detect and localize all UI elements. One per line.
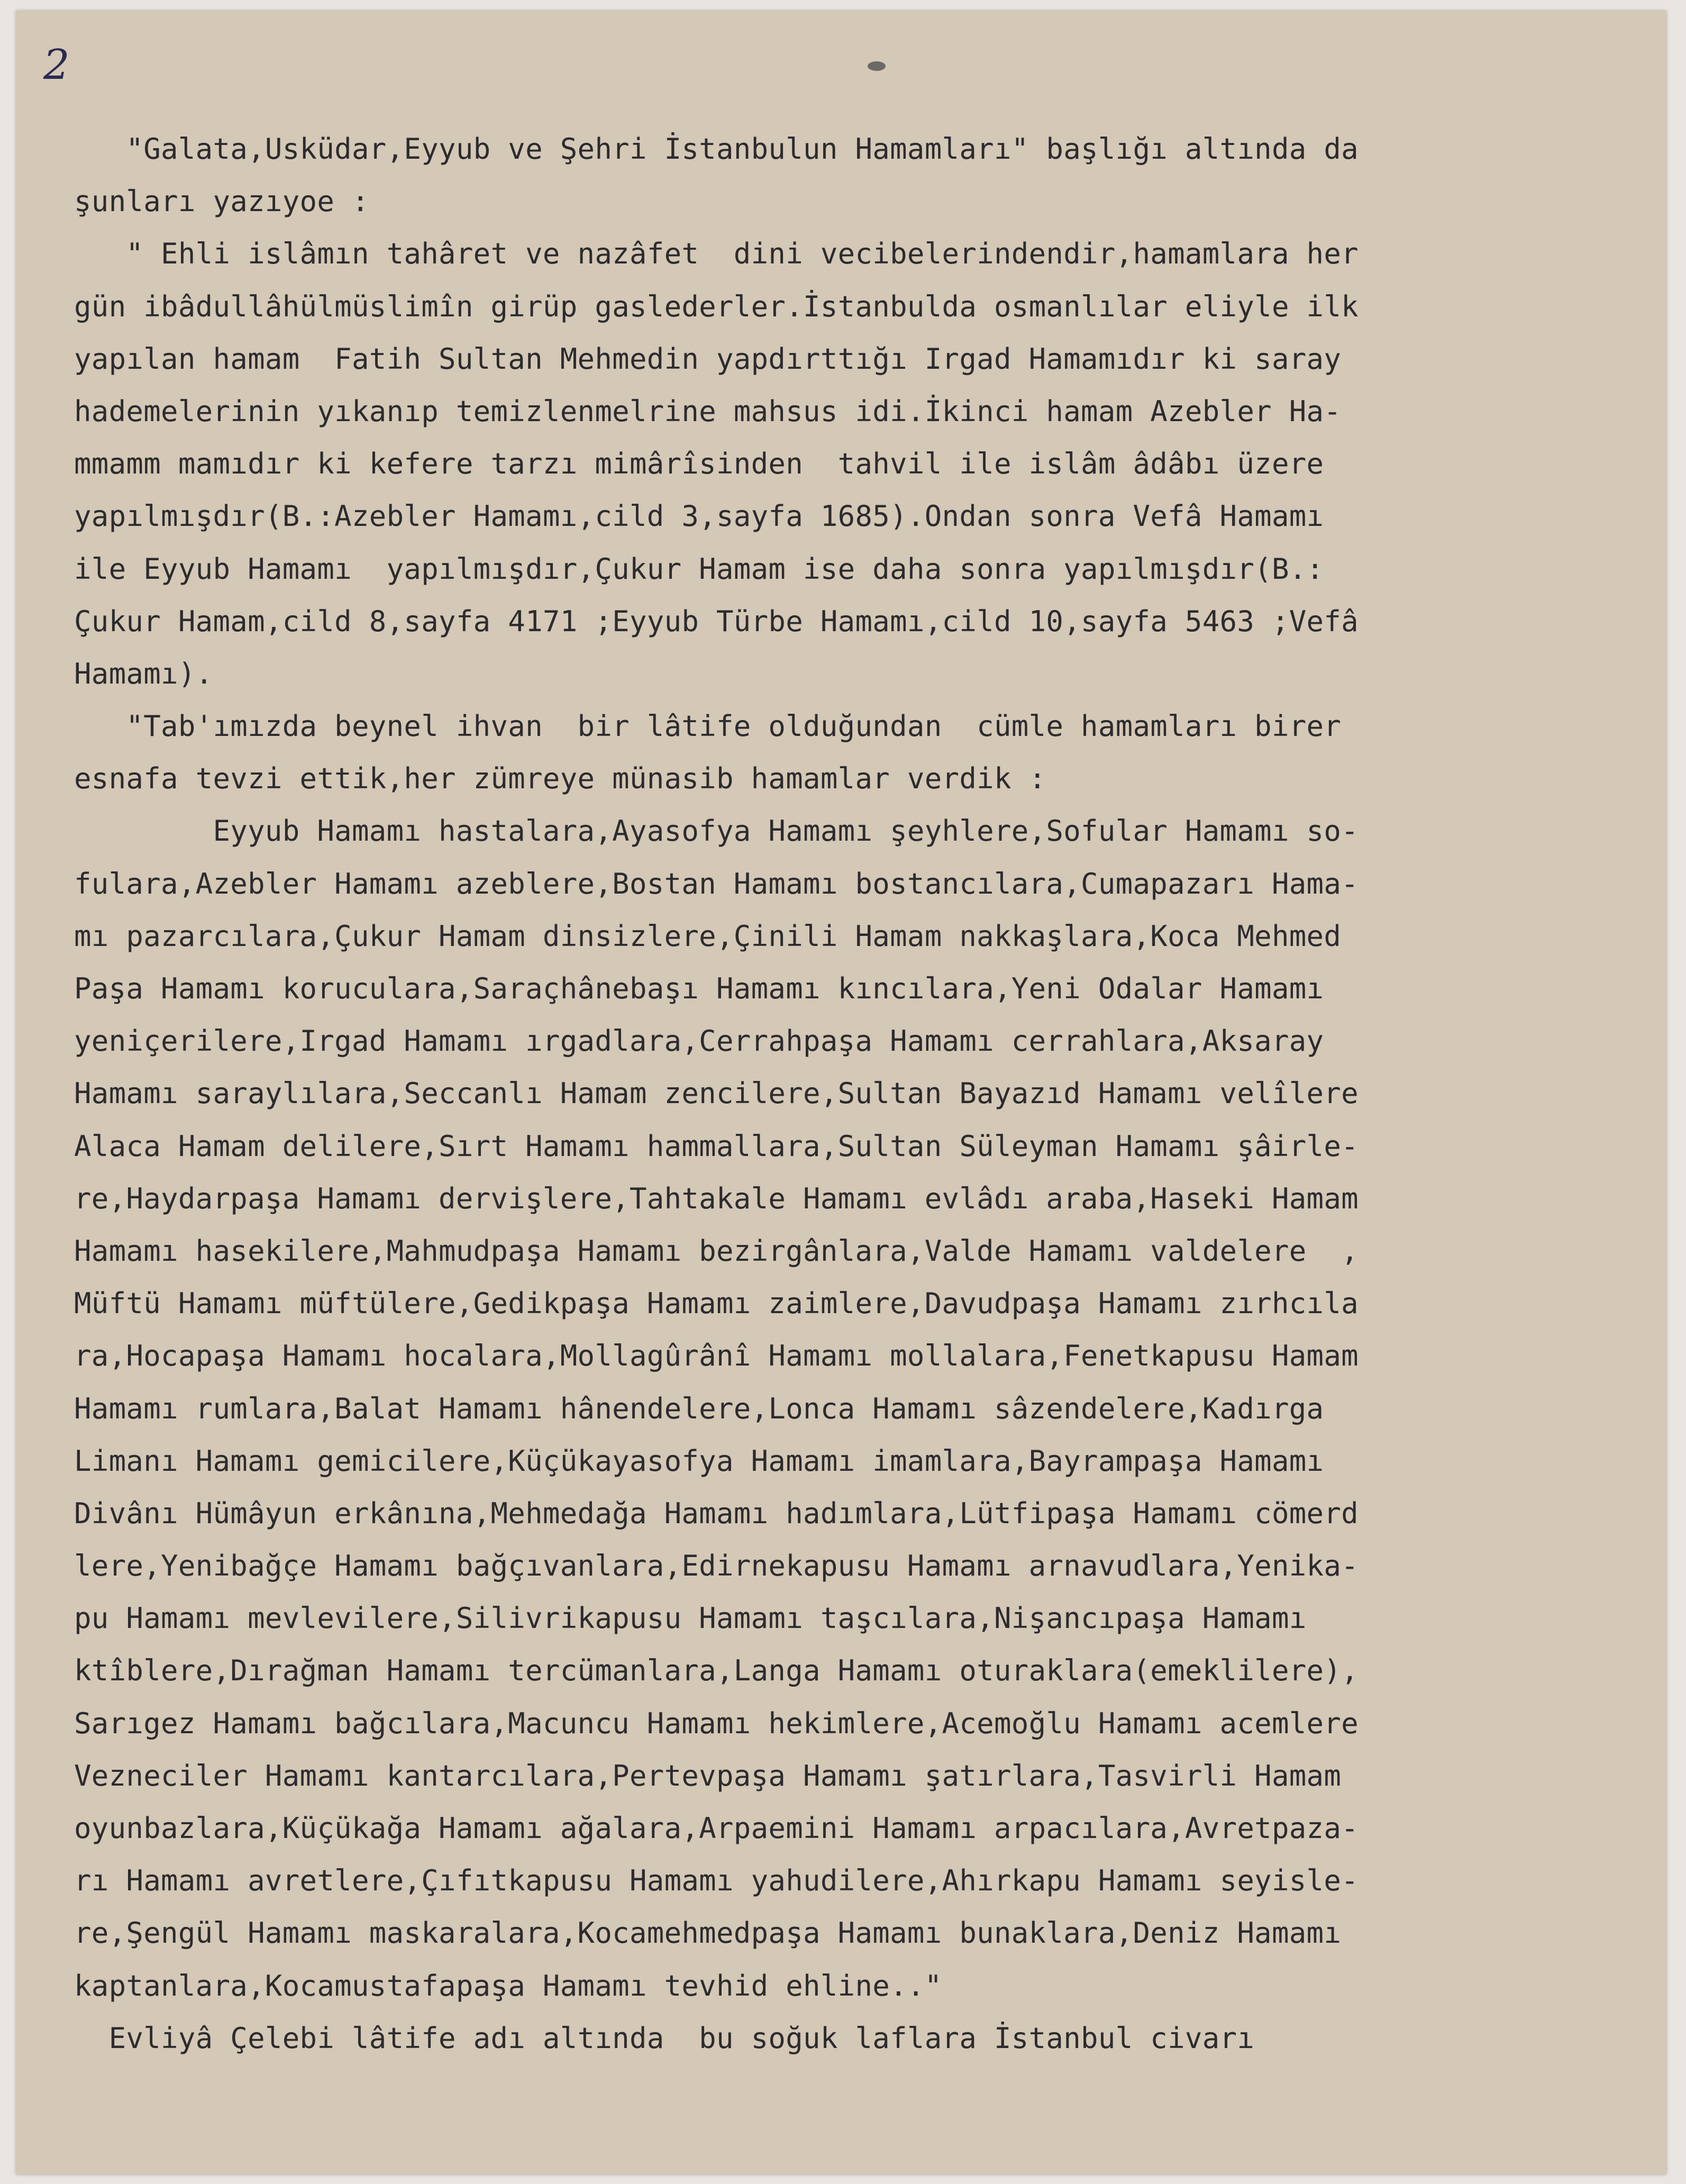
text-line: "Tab'ımızda beynel ihvan bir lâtife olduğundan cümle hamamları birer	[74, 709, 1342, 743]
text-line: ktîblere,Dırağman Hamamı tercümanlara,Langa Hamamı oturaklara(emeklilere),	[74, 1654, 1359, 1688]
text-line: lere,Yenibağçe Hamamı bağçıvanlara,Edirnekapusu Hamamı arnavudlara,Yenika-	[74, 1549, 1359, 1583]
text-line: Vezneciler Hamamı kantarcılara,Pertevpaşa Hamamı şatırlara,Tasvirli Hamam	[74, 1759, 1342, 1792]
text-line: yapılan hamam Fatih Sultan Mehmedin yapdırttığı Irgad Hamamıdır ki saray	[74, 342, 1342, 376]
text-line: ile Eyyub Hamamı yapılmışdır,Çukur Hamam ise daha sonra yapılmışdır(B.:	[74, 552, 1324, 586]
text-line: mı pazarcılara,Çukur Hamam dinsizlere,Çinili Hamam nakkaşlara,Koca Mehmed	[74, 919, 1342, 953]
text-line: Hamamı).	[74, 657, 213, 690]
text-line: yapılmışdır(B.:Azebler Hamamı,cild 3,sayfa 1685).Ondan sonra Vefâ Hamamı	[74, 499, 1324, 533]
text-line: Çukur Hamam,cild 8,sayfa 4171 ;Eyyub Türbe Hamamı,cild 10,sayfa 5463 ;Vefâ	[74, 604, 1359, 638]
text-line: fulara,Azebler Hamamı azeblere,Bostan Hamamı bostancılara,Cumapazarı Hama-	[74, 867, 1359, 900]
text-line: şunları yazıyoe :	[74, 185, 369, 219]
text-line: Alaca Hamam delilere,Sırt Hamamı hammallara,Sultan Süleyman Hamamı şâirle-	[74, 1129, 1359, 1163]
text-line: Divânı Hümâyun erkânına,Mehmedağa Hamamı hadımlara,Lütfipaşa Hamamı cömerd	[74, 1496, 1359, 1530]
text-line: hademelerinin yıkanıp temizlenmelrine mahsus idi.İkinci hamam Azebler Ha-	[74, 394, 1342, 428]
typed-page	[16, 11, 1666, 2174]
text-line: Evliyâ Çelebi lâtife adı altında bu soğuk laflara İstanbul civarı	[74, 2021, 1255, 2055]
typescript-body	[74, 123, 1661, 2064]
text-line: rı Hamamı avretlere,Çıfıtkapusu Hamamı yahudilere,Ahırkapu Hamamı seyisle-	[74, 1864, 1359, 1898]
page-number: 2	[43, 41, 70, 89]
text-line: Sarıgez Hamamı bağcılara,Macuncu Hamamı hekimlere,Acemoğlu Hamamı acemlere	[74, 1706, 1359, 1740]
text-line: kaptanlara,Kocamustafapaşa Hamamı tevhid ehline.."	[74, 1969, 942, 2003]
text-line: re,Haydarpaşa Hamamı dervişlere,Tahtakale Hamamı evlâdı araba,Haseki Hamam	[74, 1181, 1359, 1215]
text-line: Hamamı rumlara,Balat Hamamı hânendelere,Lonca Hamamı sâzendelere,Kadırga	[74, 1391, 1324, 1425]
text-line: pu Hamamı mevlevilere,Silivrikapusu Hamamı taşcılara,Nişancıpaşa Hamamı	[74, 1601, 1307, 1635]
text-line: " Ehli islâmın tahâret ve nazâfet dini vecibelerindendir,hamamlara her	[74, 237, 1359, 271]
text-line: "Galata,Usküdar,Eyyub ve Şehri İstanbulun Hamamları" başlığı altında da	[74, 132, 1359, 166]
text-line: Hamamı saraylılara,Seccanlı Hamam zencilere,Sultan Bayazıd Hamamı velîlere	[74, 1077, 1359, 1111]
text-line: esnafa tevzi ettik,her zümreye münasib hamamlar verdik :	[74, 762, 1046, 796]
text-line: Eyyub Hamamı hastalara,Ayasofya Hamamı şeyhlere,Sofular Hamamı so-	[74, 814, 1359, 848]
text-line: yeniçerilere,Irgad Hamamı ırgadlara,Cerrahpaşa Hamamı cerrahlara,Aksaray	[74, 1024, 1324, 1058]
text-line: Müftü Hamamı müftülere,Gedikpaşa Hamamı zaimlere,Davudpaşa Hamamı zırhcıla	[74, 1287, 1359, 1321]
text-line: gün ibâdullâhülmüslimîn girüp gaslederler.İstanbulda osmanlılar eliyle ilk	[74, 289, 1359, 323]
ink-smudge	[868, 61, 886, 71]
text-line: mmamm mamıdır ki kefere tarzı mimârîsinden tahvil ile islâm âdâbı üzere	[74, 447, 1324, 481]
text-line: oyunbazlara,Küçükağa Hamamı ağalara,Arpaemini Hamamı arpacılara,Avretpaza-	[74, 1812, 1359, 1845]
text-line: Hamamı hasekilere,Mahmudpaşa Hamamı bezirgânlara,Valde Hamamı valdelere ,	[74, 1234, 1359, 1268]
text-line: ra,Hocapaşa Hamamı hocalara,Mollagûrânî Hamamı mollalara,Fenetkapusu Hamam	[74, 1339, 1359, 1373]
text-line: Paşa Hamamı koruculara,Saraçhânebaşı Hamamı kıncılara,Yeni Odalar Hamamı	[74, 972, 1324, 1005]
text-line: Limanı Hamamı gemicilere,Küçükayasofya Hamamı imamlara,Bayrampaşa Hamamı	[74, 1444, 1324, 1478]
text-line: re,Şengül Hamamı maskaralara,Kocamehmedpaşa Hamamı bunaklara,Deniz Hamamı	[74, 1916, 1342, 1950]
